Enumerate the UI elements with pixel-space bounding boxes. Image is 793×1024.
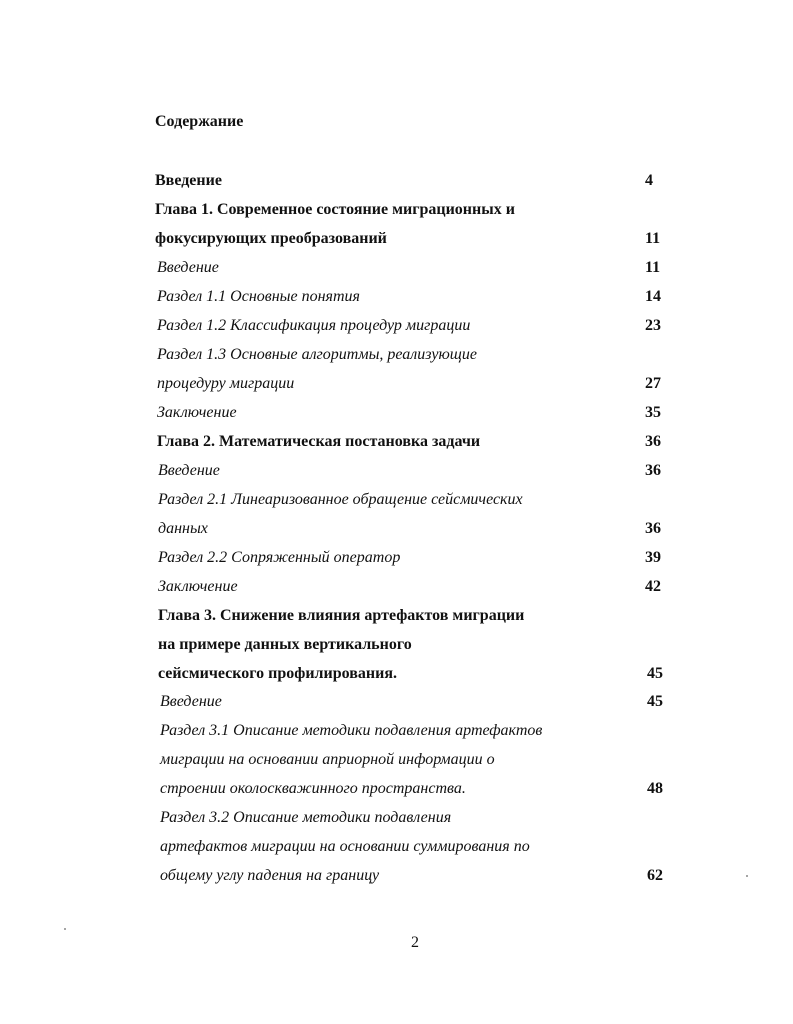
toc-entry-section-3-1-line-2: миграции на основании априорной информации о [160, 751, 495, 768]
toc-entry-section-3-2-line-1: Раздел 3.2 Описание методики подавления [160, 809, 452, 826]
page-number: 2 [411, 934, 419, 951]
toc-page-number: 11 [645, 230, 661, 247]
toc-page-number: 36 [645, 520, 661, 537]
toc-entry-ch3-introduction: Введение [160, 693, 222, 710]
toc-entry-section-1-2: Раздел 1.2 Классификация процедур миграции [157, 317, 471, 334]
toc-entry-introduction: Введение [155, 172, 222, 189]
toc-page-number: 11 [645, 259, 661, 276]
toc-entry-chapter-1-line-1: Глава 1. Современное состояние миграционных и [155, 201, 515, 218]
toc-page-number: 23 [645, 317, 661, 334]
scan-speck [64, 928, 66, 930]
toc-page-number: 62 [647, 867, 663, 884]
toc-entry-section-2-2: Раздел 2.2 Сопряженный оператор [158, 549, 401, 566]
toc-page-number: 39 [645, 549, 661, 566]
toc-entry-chapter-1-line-2: фокусирующих преобразований [155, 230, 387, 247]
toc-entry-chapter-3-line-1: Глава 3. Снижение влияния артефактов миграции [158, 607, 525, 624]
toc-page-number: 35 [645, 404, 661, 421]
toc-entry-section-2-1-line-2: данных [158, 520, 208, 537]
toc-page-number: 42 [645, 578, 661, 595]
toc-page-number: 14 [645, 288, 661, 305]
toc-entry-section-3-1-line-3: строении околоскважинного пространства. [160, 780, 466, 797]
toc-entry-section-3-1-line-1: Раздел 3.1 Описание методики подавления артефактов [160, 722, 543, 739]
scan-speck [746, 875, 748, 877]
toc-entry-section-1-1: Раздел 1.1 Основные понятия [157, 288, 360, 305]
toc-page-number: 27 [645, 375, 661, 392]
toc-entry-section-2-1-line-1: Раздел 2.1 Линеаризованное обращение сейсмических [158, 491, 523, 508]
toc-entry-section-1-3-line-2: процедуру миграции [157, 375, 295, 392]
toc-page-number: 36 [645, 462, 661, 479]
toc-entry-section-1-3-line-1: Раздел 1.3 Основные алгоритмы, реализующие [157, 346, 477, 363]
toc-heading: Содержание [155, 113, 244, 130]
toc-page-number: 45 [647, 665, 663, 682]
toc-entry-chapter-2: Глава 2. Математическая постановка задачи [157, 433, 481, 450]
toc-entry-ch1-introduction: Введение [157, 259, 219, 276]
toc-entry-section-3-2-line-3: общему углу падения на границу [160, 867, 380, 884]
toc-entry-chapter-3-line-3: сейсмического профилирования. [158, 665, 397, 682]
toc-page-number: 4 [645, 172, 653, 189]
toc-page-number: 45 [647, 693, 663, 710]
toc-page-number: 48 [647, 780, 663, 797]
toc-page-number: 36 [645, 433, 661, 450]
toc-entry-ch2-introduction: Введение [158, 462, 220, 479]
toc-entry-ch1-conclusion: Заключение [157, 404, 237, 421]
toc-entry-chapter-3-line-2: на примере данных вертикального [158, 636, 412, 653]
toc-entry-ch2-conclusion: Заключение [158, 578, 238, 595]
toc-entry-section-3-2-line-2: артефактов миграции на основании суммирования по [160, 838, 530, 855]
